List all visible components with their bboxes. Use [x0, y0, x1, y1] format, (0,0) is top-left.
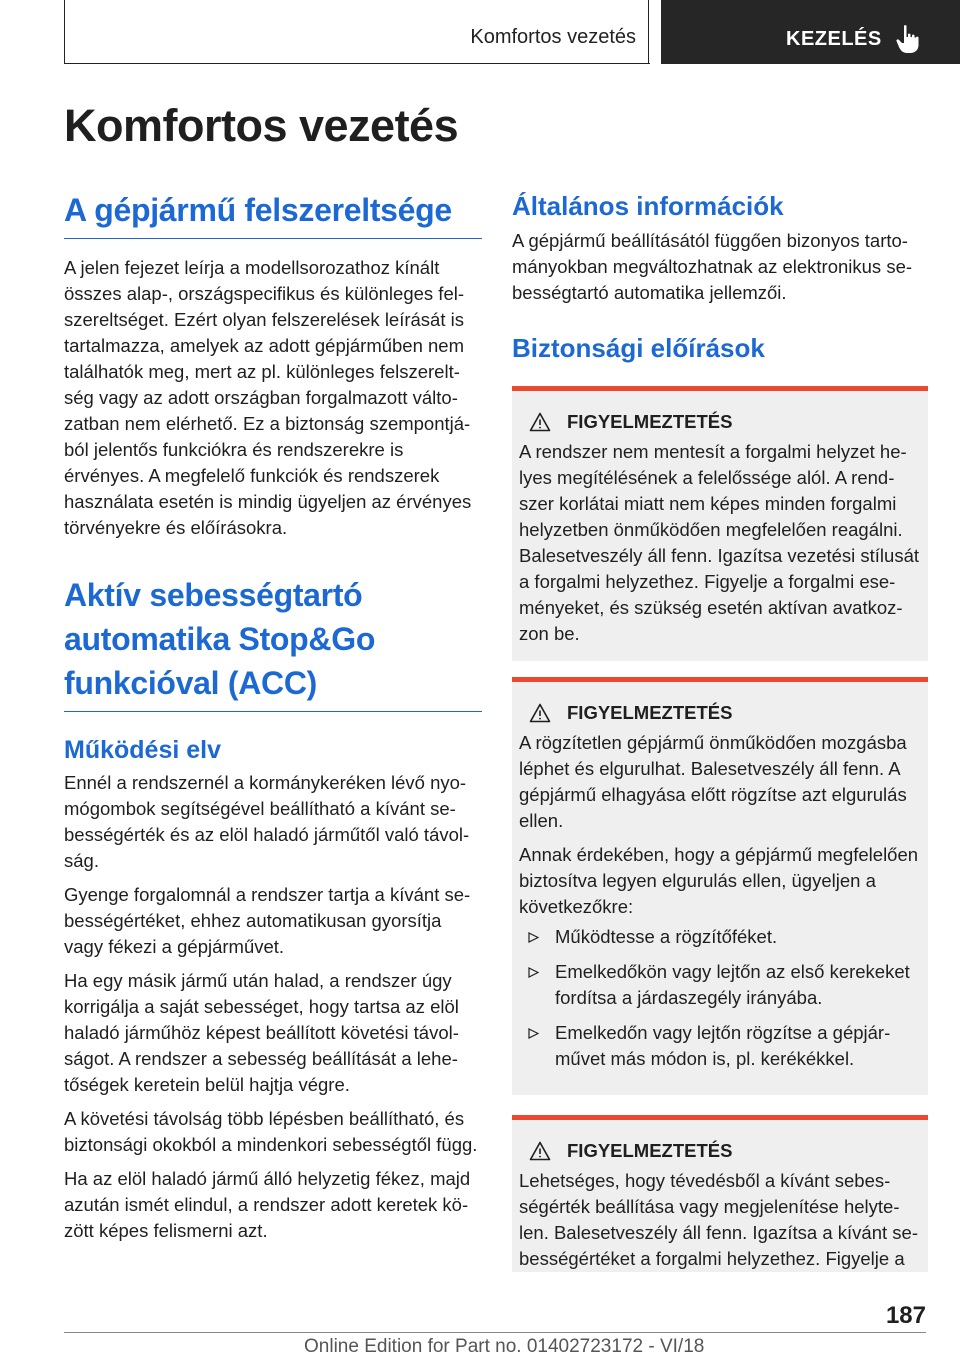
list-item — [519, 1020, 920, 1072]
footer-edition: Online Edition for Part no. 01402723172 - VI/18 — [304, 1336, 705, 1357]
warning-title: FIGYELMEZTETÉS — [567, 702, 733, 723]
warning-triangle-icon — [529, 703, 551, 723]
paragraph: Ha az elöl haladó jármű álló helyzetig fékez, majd azután ismét elindul, a rendszer adott keretek között képes felismerni azt. — [64, 1168, 471, 1241]
warning-header — [519, 411, 920, 433]
heading-rule — [64, 238, 482, 239]
list-item — [519, 959, 920, 1011]
footer-rule — [64, 1332, 926, 1333]
bullet-triangle-icon — [528, 1028, 539, 1039]
list-item-text: Emelkedőn vagy lejtőn rögzítse a gépjárművet más módon is, pl. kerékékkel. — [555, 1022, 891, 1069]
list-item — [519, 924, 920, 950]
paragraph: Ennél a rendszernél a kormánykeréken lévő nyomógombok segítségével beállítható a kívánt sebességérték és az elöl haladó járműtől való távolság. — [64, 772, 470, 871]
bullet-list — [519, 924, 920, 1072]
paragraph-general: A gépjármű beállításától függően bizonyos tartományokban megváltozhatnak az elektronikus sebességtartó automatika jellemzői. — [512, 230, 913, 303]
list-item-text: Emelkedőkön vagy lejtőn az első kerekeket fordítsa a járdaszegély irányába. — [555, 961, 910, 1008]
bullet-triangle-icon — [528, 967, 539, 978]
heading-principle: Működési elv — [64, 736, 221, 764]
header-section-title: Komfortos vezetés — [470, 26, 636, 48]
paragraph: Ha egy másik jármű után halad, a rendszer úgy korrigálja a saját sebességet, hogy tartsa az elöl haladó járműhöz képest beállított követési távolságot. A rendszer a sebesség beállítását a lehetőségek keretein belül hajtja végre. — [64, 970, 459, 1095]
header-rule-bottom — [64, 63, 650, 64]
paragraph: Gyenge forgalomnál a rendszer tartja a kívánt sebességértéket, ehhez automatikusan gyorsítja vagy fékezi a gépjárművet. — [64, 884, 471, 957]
list-item-text: Működtesse a rögzítőféket. — [555, 926, 778, 947]
warning-triangle-icon — [529, 412, 551, 432]
warning-header — [519, 1140, 920, 1162]
warning-text: Annak érdekében, hogy a gépjármű megfelelően biztosítva legyen elgurulás ellen, ügyeljen a következőkre: — [519, 844, 919, 917]
page-title: Komfortos vezetés — [64, 100, 459, 151]
heading-general: Általános információk — [512, 191, 784, 221]
left-column — [64, 188, 482, 1244]
header-rule-mid — [648, 0, 649, 64]
warning-triangle-icon — [529, 1141, 551, 1161]
warning-title: FIGYELMEZTETÉS — [567, 411, 733, 432]
header-chapter-label: KEZELÉS — [786, 28, 882, 50]
right-column — [512, 190, 928, 1272]
paragraph-equipment: A jelen fejezet leírja a modellsorozathoz kínált összes alap-, országspecifikus és különleges felszereltséget. Ezért olyan felszerelések leírását is tartalmazza, amelyek az adott gépjárműben nem találhatók meg, mert az pl. különleges felszereltség vagy az adott országban forgalmazott változatban nem elérhető. Ez a biztonság szempontjából jelentős funkciókra és rendszerekre is érvényes. A megfelelő funkciók és rendszerek használata esetén is mindig ügyeljen az érvényes törvényekre és előírásokra. — [64, 257, 472, 538]
heading-rule — [64, 711, 482, 712]
pointing-hand-icon — [895, 24, 921, 54]
paragraph: A követési távolság több lépésben beállítható, és biztonsági okokból a mindenkori sebességtől függ. — [64, 1108, 478, 1155]
warning-text: Lehetséges, hogy tévedésből a kívánt sebességérték beállítása vagy megjelenítése helytelen. Balesetveszély áll fenn. Igazítsa a kívánt sebességértéket a forgalmi helyzethez. Figyelje a — [519, 1170, 918, 1269]
warning-title: FIGYELMEZTETÉS — [567, 1140, 733, 1161]
warning-text: A rögzítetlen gépjármű önműködően mozgásba léphet és elgurulhat. Balesetveszély áll fenn. A gépjármű elhagyása előtt rögzítse azt elgurulás ellen. — [519, 732, 907, 831]
warning-box — [512, 386, 928, 661]
bullet-triangle-icon — [528, 932, 539, 943]
warning-box — [512, 1115, 928, 1272]
warning-text: A rendszer nem mentesít a forgalmi helyzet helyes megítélésének a felelőssége alól. A rendszer korlátai miatt nem képes minden forgalmi helyzetben önműködően megfelelően reagálni. Balesetveszély áll fenn. Igazítsa vezetési stílusát a forgalmi helyzethez. Figyelje a forgalmi eseményeket, és szükség esetén aktívan avatkozzon be. — [519, 441, 920, 644]
heading-safety: Biztonsági előírások — [512, 333, 765, 363]
heading-acc: Aktív sebességtartó automatika Stop&Go funkcióval (ACC) — [64, 577, 376, 701]
header-rule-left — [64, 0, 65, 64]
warning-box — [512, 677, 928, 1095]
heading-equipment: A gépjármű felszereltsége — [64, 192, 452, 228]
warning-header — [519, 702, 920, 724]
page-number: 187 — [885, 1302, 926, 1329]
